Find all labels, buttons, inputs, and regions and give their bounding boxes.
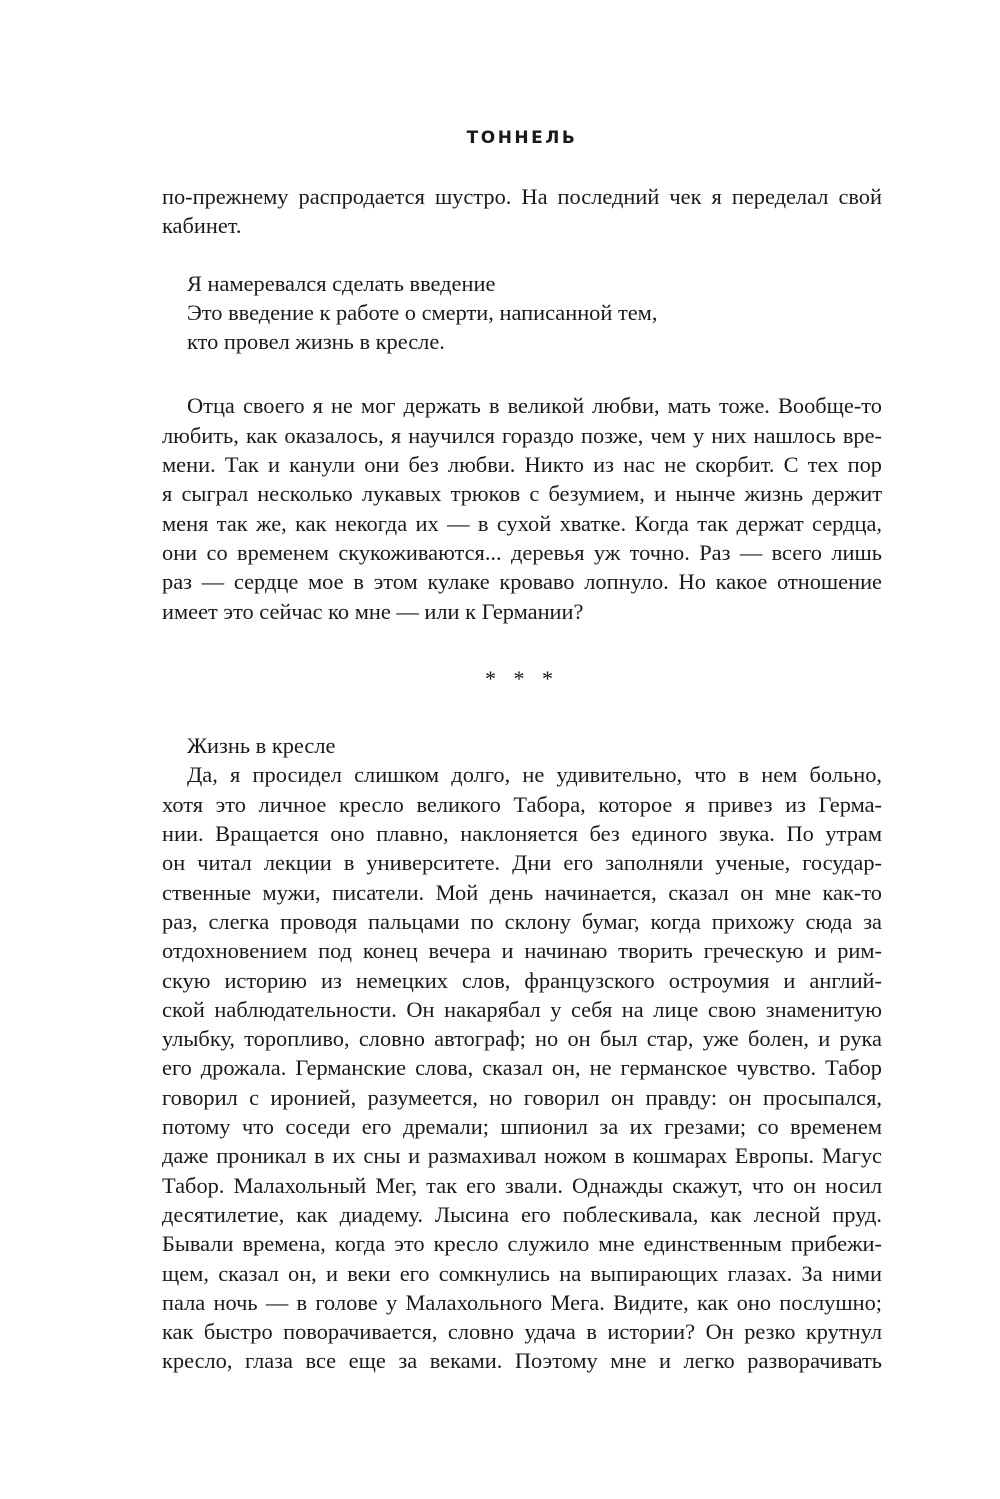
- text-line: ственные мужи, писатели. Мой день начинается, сказал он мне как-то: [162, 879, 882, 905]
- text-line: мени. Так и канули они без любви. Никто из нас не скорбит. С тех пор: [162, 452, 882, 478]
- text-line: меня так же, как некогда их — в сухой хватке. Когда так держат сердца,: [162, 510, 882, 536]
- verse-block: [162, 269, 882, 357]
- verse-line: Я намеревался сделать введение: [187, 270, 496, 296]
- text-line: пала ночь — в голове у Малахольного Мега. Видите, как оно послушно;: [162, 1289, 882, 1315]
- text-line: кабинет.: [162, 213, 242, 239]
- text-line: отдохновением под конец вечера и начинаю творить греческую и рим-: [162, 938, 882, 964]
- text-line: улыбку, торопливо, словно автограф; но он был стар, уже болен, и рука: [162, 1026, 882, 1052]
- text-line: он читал лекции в университете. Дни его заполняли ученые, государ-: [162, 850, 882, 876]
- paragraph-1: [162, 182, 882, 241]
- verse-line: кто провел жизнь в кресле.: [187, 329, 445, 355]
- text-line: даже проникал в их сны и размахивал ножом в кошмарах Европы. Магус: [162, 1143, 882, 1169]
- text-line: имеет это сейчас ко мне — или к Германии?: [162, 598, 584, 624]
- text-line: Отца своего я не мог держать в великой любви, мать тоже. Вообще-то: [187, 393, 882, 419]
- text-line: кресло, глаза все еще за веками. Поэтому мне и легко разворачивать: [162, 1348, 882, 1374]
- text-line: Да, я просидел слишком долго, не удивительно, что в нем больно,: [187, 762, 882, 788]
- paragraph-2: [162, 391, 882, 625]
- text-line: говорил с иронией, разумеется, но говорил он правду: он просыпался,: [162, 1084, 882, 1110]
- text-line: десятилетие, как диадему. Лысина его поблескивала, как лесной пруд.: [162, 1201, 882, 1227]
- text-line: хотя это личное кресло великого Табора, которое я привез из Герма-: [162, 791, 882, 817]
- text-line: ской наблюдательности. Он накарябал у себя на лице свою знаменитую: [162, 996, 882, 1022]
- text-line: раз — сердце мое в этом кулаке кроваво лопнуло. Но какое отношение: [162, 569, 882, 595]
- section-separator: * * *: [485, 665, 559, 691]
- text-line: щем, сказал он, и веки его сомкнулись на выпирающих глазах. За ними: [162, 1260, 882, 1286]
- text-line: Бывали времена, когда это кресло служило мне единственным прибежи-: [162, 1231, 882, 1257]
- text-line: они со временем скукоживаются... деревья уж точно. Раз — всего лишь: [162, 539, 882, 565]
- text-line: я сыграл несколько лукавых трюков с безумием, и нынче жизнь держит: [162, 481, 882, 507]
- text-line: потому что соседи его дремали; шпионил за их грезами; со временем: [162, 1114, 882, 1140]
- text-line: по-прежнему распродается шустро. На последний чек я переделал свой: [162, 184, 882, 209]
- text-line: его дрожала. Германские слова, сказал он, не германское чувство. Табор: [162, 1055, 882, 1081]
- text-line: как быстро поворачивается, словно удача в истории? Он резко крутнул: [162, 1319, 882, 1345]
- paragraph-3: [162, 760, 882, 1375]
- text-line: нии. Вращается оно плавно, наклоняется без единого звука. По утрам: [162, 821, 882, 847]
- section-title: Жизнь в кресле: [187, 733, 336, 759]
- book-page: [162, 0, 882, 1499]
- text-line: скую историю из немецких слов, французского остроумия и англий-: [162, 967, 882, 993]
- running-head: ТОННЕЛЬ: [466, 128, 578, 148]
- body-text: [162, 182, 882, 1376]
- verse-line: Это введение к работе о смерти, написанной тем,: [187, 299, 658, 325]
- text-line: Табор. Малахольный Мег, так его звали. Однажды скажут, что он носил: [162, 1172, 882, 1198]
- text-line: раз, слегка проводя пальцами по склону бумаг, когда прихожу сюда за: [162, 908, 882, 934]
- text-line: любить, как оказалось, я научился гораздо позже, чем у них нашлось вре-: [162, 422, 882, 448]
